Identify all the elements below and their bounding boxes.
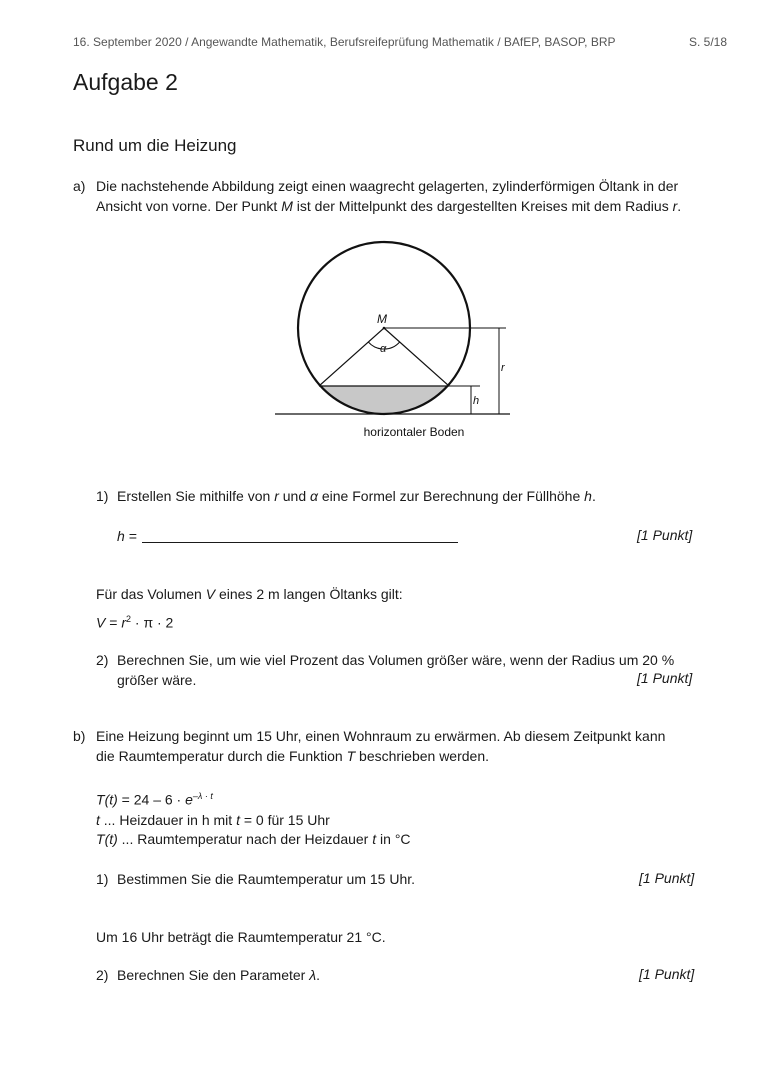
part-a-intro [96,176,716,216]
part-a-q1-text: Erstellen Sie mithilfe von r und α eine Formel zur Berechnung der Füllhöhe h. [117,488,596,504]
legend-T: T(t) ... Raumtemperatur nach der Heizdauer t in °C [96,831,411,847]
radius-left [319,328,384,386]
label-r: r [501,362,505,374]
answer-line[interactable] [142,541,458,543]
part-a-intro-line2: Ansicht von vorne. Der Punkt M ist der Mittelpunkt des dargestellten Kreises mit dem Radius r. [96,198,682,214]
oil-fill [290,386,480,426]
section-title: Rund um die Heizung [73,136,237,155]
label-h: h [473,395,480,407]
part-b-intro: Eine Heizung beginnt um 15 Uhr, einen Wohnraum zu erwärmen. Ab diesem Zeitpunkt kann die Raumtemperatur durch die Funktion T beschrieben werden. [96,728,666,764]
page-number: S. 5/18 [688,35,727,49]
part-a-q2-number: 2) [96,652,109,668]
task-title: Aufgabe 2 [73,69,178,95]
oil-tank-figure [260,235,530,445]
figure-caption: horizontaler Boden [363,425,465,439]
part-a-q1-points: [1 Punkt] [637,527,693,543]
page-header-info: 16. September 2020 / Angewandte Mathematik, Berufsreifeprüfung Mathematik / BAfEP, BASOP, BRP [73,35,616,49]
part-a-q2-points: [1 Punkt] [637,670,693,686]
part-a-intro-line1: Die nachstehende Abbildung zeigt einen waagrecht gelagerten, zylinderförmigen Öltank in der [96,178,679,194]
part-b-q1-text: Bestimmen Sie die Raumtemperatur um 15 Uhr. [117,871,416,887]
part-b-q2-text: Berechnen Sie den Parameter λ. [117,967,321,983]
part-b-marker: b) [73,728,86,744]
radius-right [384,328,449,386]
part-a-marker: a) [73,178,86,194]
part-a-q2-text: Berechnen Sie, um wie viel Prozent das Volumen größer wäre, wenn der Radius um 20 % größer wäre. [117,652,675,688]
part-b-q2-number: 2) [96,967,109,983]
label-m: M [377,312,387,326]
label-alpha: α [380,343,387,355]
function-definition: $T(t) = 24 - 6 \cdot e^{-\lambda \cdot t}$ [96,791,213,808]
volume-formula: $V = r^2 \cdot \pi \cdot 2$ [96,614,174,631]
part-b-q1-points: [1 Punkt] [639,870,695,886]
answer-prefix: h = [117,528,137,544]
part-a-q1-number: 1) [96,488,109,504]
legend-t: t ... Heizdauer in h mit t = 0 für 15 Uhr [96,812,330,828]
part-b-q1-number: 1) [96,871,109,887]
volume-info: Für das Volumen V eines 2 m langen Öltanks gilt: [96,586,403,602]
part-b-q2-points: [1 Punkt] [639,966,695,982]
part-b-info: Um 16 Uhr beträgt die Raumtemperatur 21 °C. [96,929,386,945]
